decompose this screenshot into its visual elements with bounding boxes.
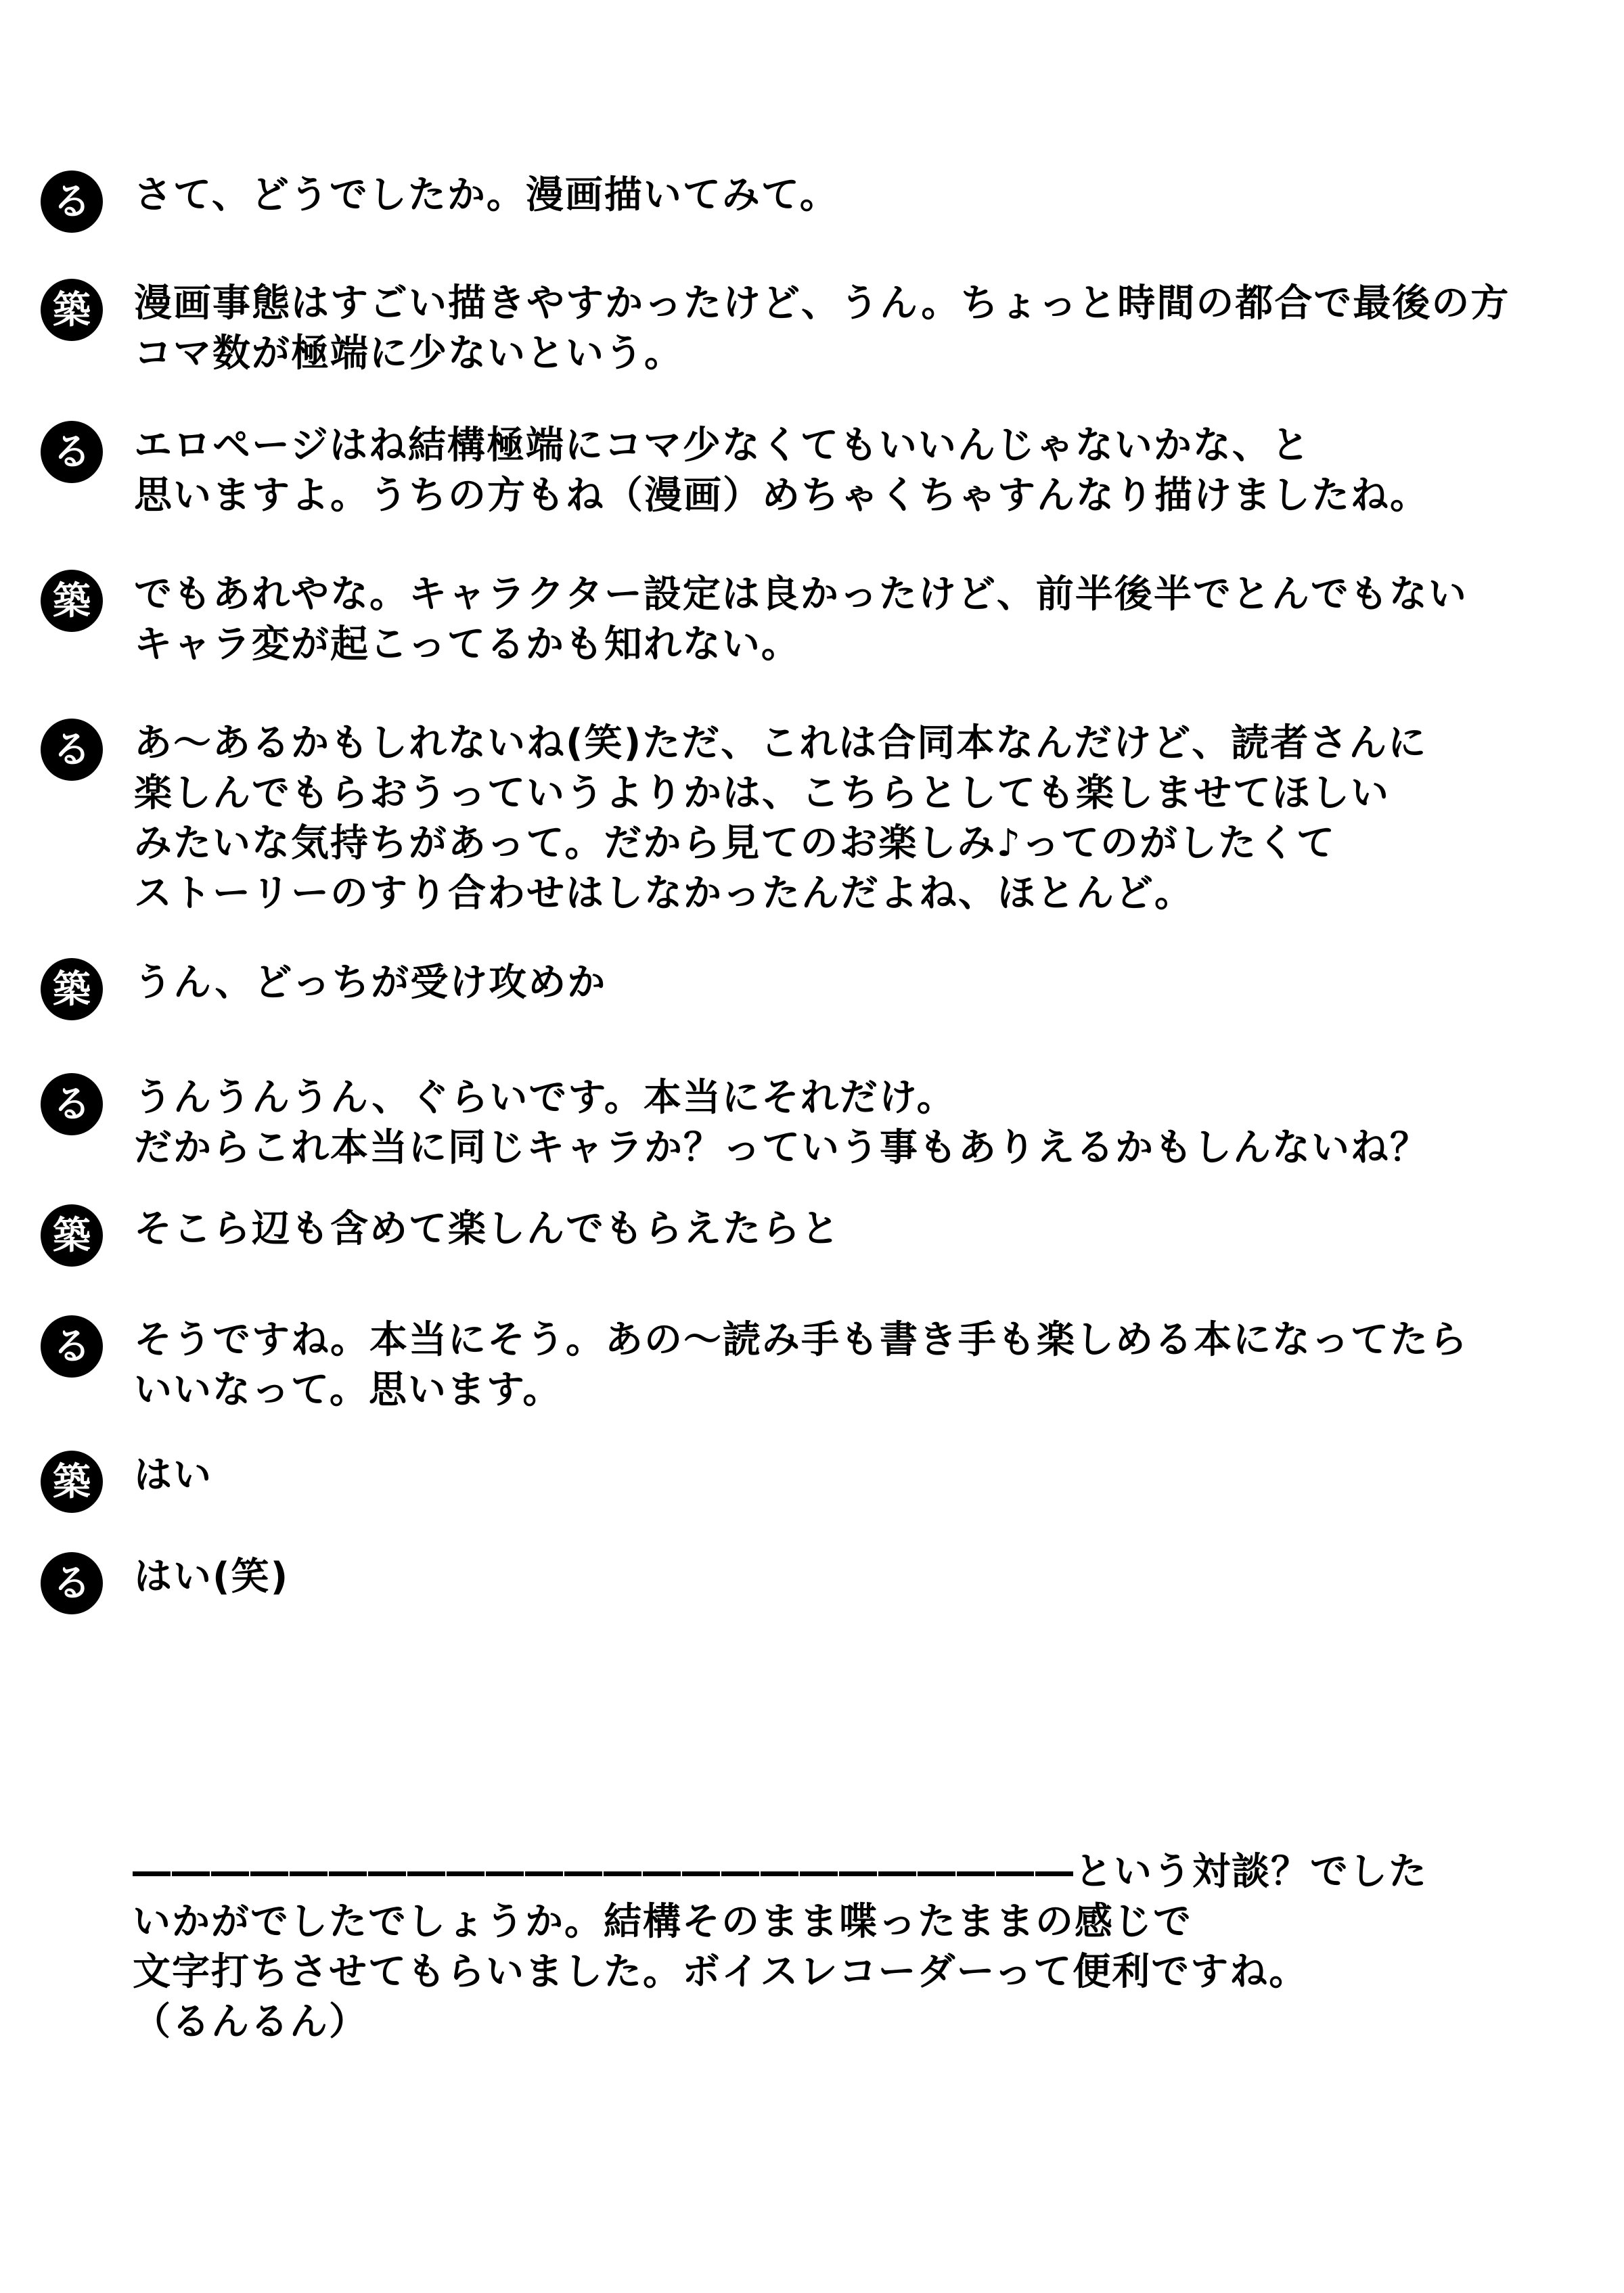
dialogue-text (134, 171, 1582, 221)
dialogue-line: さて、どうでしたか。漫画描いてみて。 (134, 173, 839, 217)
speaker-badge-chiku: 築 (41, 570, 103, 632)
speaker-badge-ru: る (41, 719, 103, 781)
closing-line: ――――――――――――――――――――――――という対談？でした (133, 1850, 1428, 1894)
dialogue-text (134, 1204, 1582, 1254)
speaker-badge-chiku: 築 (41, 1204, 103, 1267)
dialogue-line: はい(笑) (134, 1555, 290, 1599)
dialogue-line: みたいな気持ちがあって。だから見てのお楽しみ♪ってのがしたくて (134, 821, 1336, 865)
closing-line: いかがでしたでしょうか。結構そのまま喋ったままの感じで (133, 1900, 1192, 1944)
dialogue-line: うんうんうん、ぐらいです。本当にそれだけ。 (134, 1076, 956, 1120)
speaker-badge-ru: る (41, 1073, 103, 1135)
dialogue-text (134, 719, 1582, 919)
dialogue-line: いいなって。思います。 (134, 1368, 562, 1412)
dialogue-line: はい (134, 1453, 212, 1497)
speaker-badge-ru: る (41, 1315, 103, 1378)
dialogue-text (134, 1552, 1582, 1602)
closing-note (133, 1847, 1554, 2047)
dialogue-line: キャラ変が起こってるかも知れない。 (134, 622, 800, 666)
speaker-badge-chiku: 築 (41, 279, 103, 341)
dialogue-text (134, 279, 1582, 379)
speaker-badge-ru: る (41, 421, 103, 483)
dialogue-line: でもあれやな。キャラクター設定は良かったけど、前半後半でとんでもない (134, 572, 1468, 616)
dialogue-text (134, 1073, 1582, 1173)
dialogue-text (134, 1315, 1582, 1415)
speaker-badge-ru: る (41, 171, 103, 233)
dialogue-line: あ～あるかもしれないね(笑)ただ、これは合同本なんだけど、読者さんに (134, 721, 1428, 765)
closing-line: 文字打ちさせてもらいました。ボイスレコーダーって便利ですね。 (133, 1950, 1309, 1994)
dialogue-text (134, 570, 1582, 670)
speaker-badge-chiku: 築 (41, 958, 103, 1020)
dialogue-line: そこら辺も含めて楽しんでもらえたらと (134, 1207, 840, 1251)
dialogue-line: コマ数が極端に少ないという。 (134, 332, 683, 376)
dialogue-text (134, 958, 1582, 1008)
dialogue-line: そうですね。本当にそう。あの～読み手も書き手も楽しめる本になってたら (134, 1318, 1468, 1362)
dialogue-line: うん、どっちが受け攻めか (134, 961, 607, 1005)
dialogue-line: 漫画事態はすごい描きやすかったけど、うん。ちょっと時間の都合で最後の方 (134, 281, 1510, 325)
dialogue-line: 楽しんでもらおうっていうよりかは、こちらとしても楽しませてほしい (134, 771, 1390, 815)
closing-line: （るんるん） (133, 2000, 368, 2044)
speaker-badge-chiku: 築 (41, 1451, 103, 1513)
dialogue-text (134, 421, 1582, 521)
dialogue-line: 思いますよ。うちの方もね（漫画）めちゃくちゃすんなり描けましたね。 (134, 474, 1429, 518)
dialogue-line: ストーリーのすり合わせはしなかったんだよね、ほとんど。 (134, 871, 1194, 915)
speaker-badge-ru: る (41, 1552, 103, 1614)
dialogue-text (134, 1451, 1582, 1501)
dialogue-line: エロページはね結構極端にコマ少なくてもいいんじゃないかな、と (134, 424, 1311, 468)
dialogue-line: だからこれ本当に同じキャラか？っていう事もありえるかもしんないね？ (134, 1126, 1429, 1170)
